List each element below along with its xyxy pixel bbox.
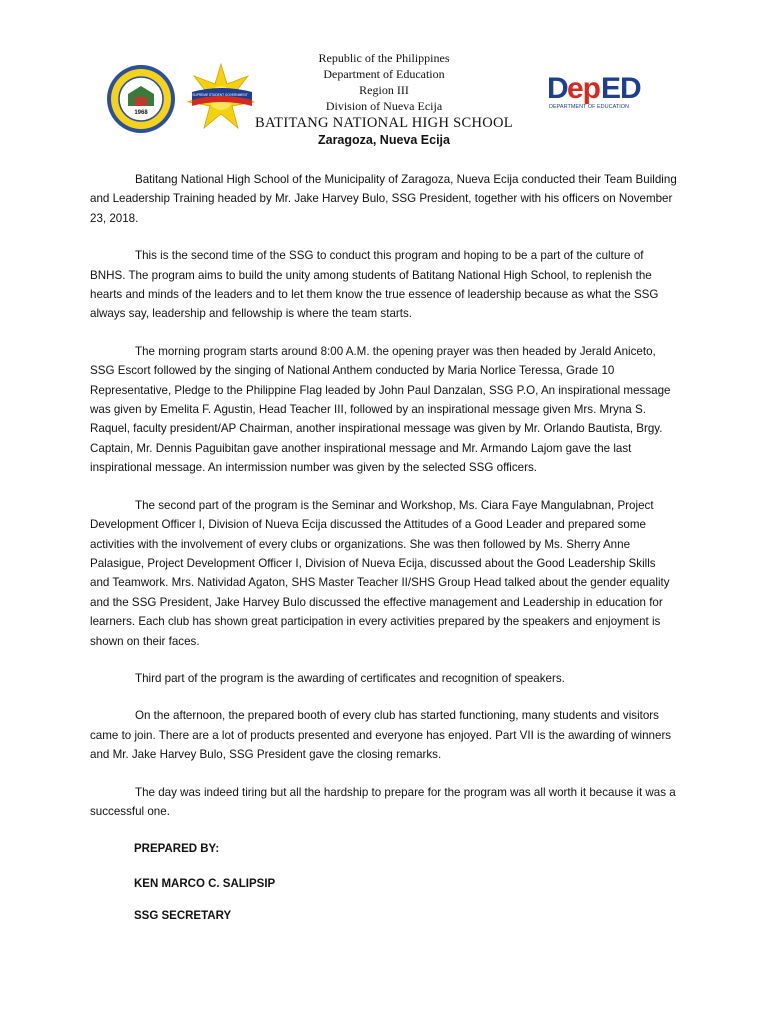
- paragraph-6: On the afternoon, the prepared booth of every club has started functioning, many students and visitors came to join. There are a lot of products presented and everyone has enjoyed. Part VII is the awarding of winners and Mr. Jake Harvey Bulo, SSG President gave the closing remarks.: [90, 709, 672, 762]
- paragraph-2: This is the second time of the SSG to conduct this program and hoping to be a part of the culture of BNHS. The program aims to build the unity among students of Batitang National High School, to replenish the hearts and minds of the leaders and to let them know the true essence of leadership because as what the SSG always say, leadership and fellowship is where the team starts.: [90, 249, 659, 321]
- svg-text:ep: ep: [567, 72, 601, 105]
- letterhead-text: [234, 50, 534, 149]
- header-republic: Republic of the Philippines: [318, 51, 450, 65]
- deped-logo: [545, 64, 641, 118]
- document-body: [90, 170, 678, 839]
- school-location: Zaragoza, Nueva Ecija: [317, 133, 450, 147]
- paragraph-4: The second part of the program is the Seminar and Workshop, Ms. Ciara Faye Mangulabnan, Project Development Officer I, Division of Nueva Ecija discussed the Attitudes of a Good Leader and prepared some activities with the involvement of every clubs or organizations. She was then followed by Ms. Sherry Anne Palasigue, Project Development Officer I, Division of Nueva Ecija, discussed about the Good Leadership Skills and Teamwork. Mrs. Natividad Agaton, SHS Master Teacher II/SHS Group Head talked about the gender equality and the SSG President, Jake Harvey Bulo discussed the effective management and Leadership in education for learners. Each club has shown great participation in every activities prepared by the speakers and enjoyment is shown on their faces.: [90, 498, 670, 648]
- header-division: Division of Nueva Ecija: [325, 99, 443, 113]
- svg-text:ED: ED: [601, 72, 641, 105]
- svg-text:D: D: [547, 72, 568, 105]
- paragraph-1: Batitang National High School of the Municipality of Zaragoza, Nueva Ecija conducted their Team Building and Leadership Training headed by Mr. Jake Harvey Bulo, SSG President, together with his officers on November 23, 2018.: [90, 173, 677, 225]
- signatory-name: KEN MARCO C. SALIPSIP: [134, 878, 276, 890]
- prepared-by-label: PREPARED BY:: [134, 843, 220, 855]
- svg-text:DEPARTMENT OF EDUCATION: DEPARTMENT OF EDUCATION: [549, 104, 629, 110]
- letterhead: [0, 50, 768, 160]
- school-name: BATITANG NATIONAL HIGH SCHOOL: [255, 115, 513, 131]
- header-department: Department of Education: [323, 67, 445, 81]
- signatory-position: SSG SECRETARY: [134, 910, 232, 922]
- header-region: Region III: [359, 83, 409, 97]
- paragraph-5: Third part of the program is the awarding of certificates and recognition of speakers.: [135, 671, 565, 685]
- paragraph-7: The day was indeed tiring but all the hardship to prepare for the program was all worth it because it was a successful one.: [90, 785, 676, 818]
- school-seal-logo: [106, 64, 176, 134]
- svg-text:SUPREME STUDENT GOVERNMENT: SUPREME STUDENT GOVERNMENT: [192, 93, 248, 97]
- svg-text:1968: 1968: [134, 110, 148, 116]
- paragraph-3: The morning program starts around 8:00 A.M. the opening prayer was then headed by Jerald Aniceto, SSG Escort followed by the singing of National Anthem conducted by Maria Norlice Teressa, Grade 10 Representative, Pledge to the Philippine Flag leaded by John Paul Danzalan, SSG P.O, An inspirational message was given by Emelita F. Agustin, Head Teacher III, followed by an inspirational message given Mrs. Mryna S. Raquel, faculty president/AP Chairman, another inspirational message was given by Mr. Orlando Bautista, Brgy. Captain, Mr. Dennis Paguibitan gave another inspirational message and Mr. Armando Lajom gave the last inspirational message. An intermission number was given by the selected SSG officers.: [90, 344, 671, 475]
